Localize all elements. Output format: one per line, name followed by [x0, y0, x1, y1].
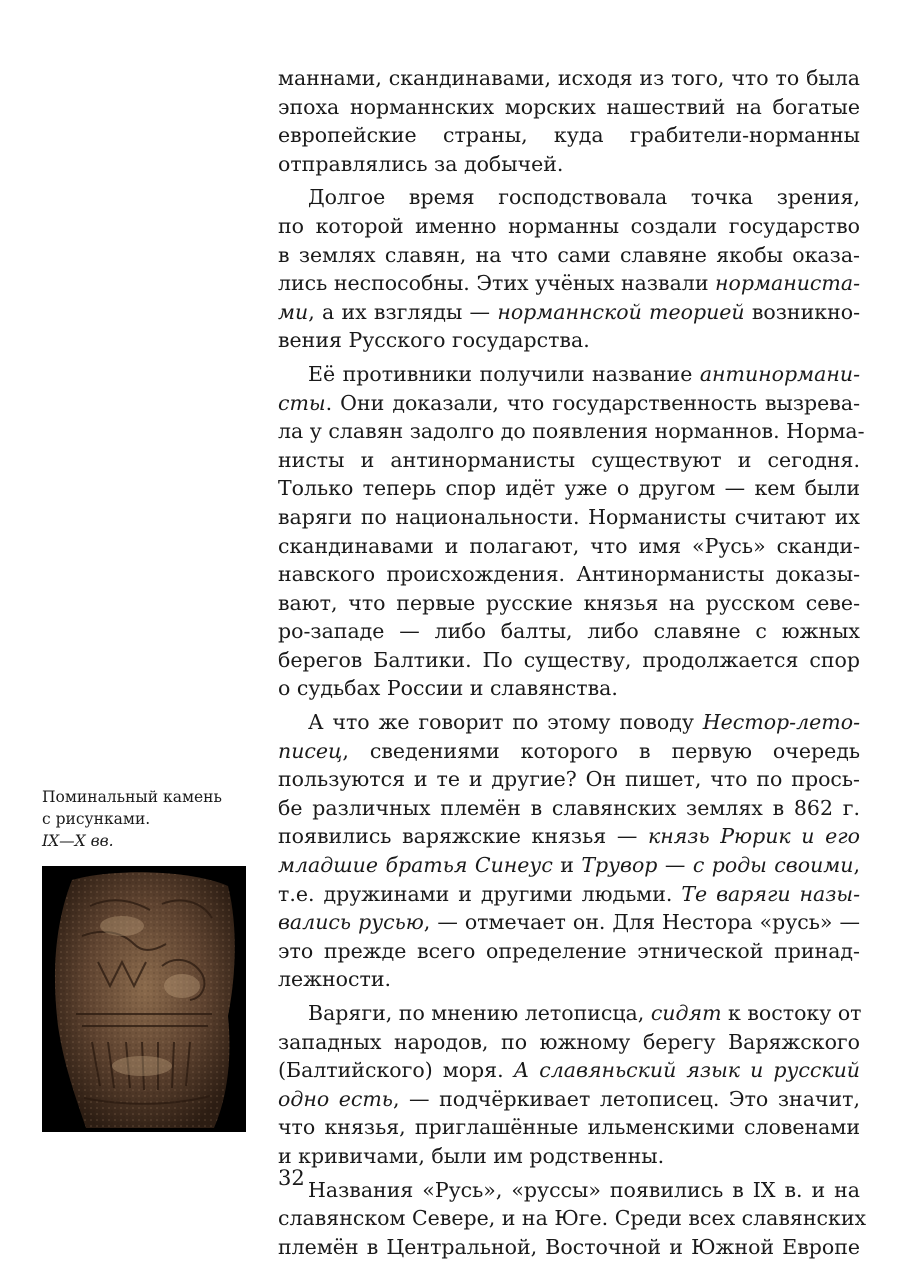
italic-term: антинормани-: [699, 361, 860, 386]
text-run: лись неспособны. Этих учёных назвали: [278, 271, 716, 296]
text-line: [278, 708, 860, 737]
paragraph: [278, 183, 860, 355]
text-line: скандинавами и полагают, что имя «Русь» сканди-: [278, 533, 860, 558]
text-line: Только теперь спор идёт уже о другом — кем были: [278, 476, 860, 501]
text-line: [278, 389, 860, 418]
text-line: [278, 880, 860, 909]
text-line: что князья, приглашённые ильменскими словенами: [278, 1115, 860, 1140]
text-run: к востоку от: [721, 1001, 862, 1025]
caption-line: Поминальный камень: [42, 788, 222, 806]
text-line: берегов Балтики. По существу, продолжается спор: [278, 647, 860, 672]
text-line: пользуются и те и другие? Он пишет, что по прось-: [278, 767, 860, 792]
text-line: по которой именно норманны создали государство: [278, 213, 860, 238]
text-line: славянском Севере, и на Юге. Среди всех славянских: [278, 1206, 867, 1231]
text-line: [278, 298, 860, 327]
text-line: [278, 822, 860, 851]
italic-quote: вались русью: [278, 910, 424, 935]
text-run: появились варяжские князья —: [278, 824, 648, 849]
text-line: [278, 737, 860, 766]
text-line: бе различных племён в славянских землях в 862 г.: [278, 795, 860, 820]
text-run: —: [657, 853, 693, 878]
text-line: Названия «Русь», «руссы» появились в IX в. и на: [308, 1177, 860, 1202]
text-line: [278, 269, 860, 298]
text-run: А что же говорит по этому поводу: [308, 710, 703, 735]
text-line: [278, 1056, 860, 1085]
figure-caption: [42, 786, 257, 852]
text-run: возникно-: [744, 299, 861, 324]
text-run: (Балтийского) моря.: [278, 1058, 514, 1083]
text-line: [278, 999, 860, 1028]
text-line: племён в Центральной, Восточной и Южной Европе: [278, 1234, 860, 1259]
page-number: 32: [278, 1166, 305, 1190]
text-line: нисты и антинорманисты существуют и сегодня.: [278, 447, 860, 472]
italic-term: ми: [278, 299, 309, 324]
text-run: , — подчёркивает летописец. Это значит,: [392, 1086, 860, 1111]
caption-date: IX—X вв.: [42, 832, 114, 850]
text-line: это прежде всего определение этнической принад-: [278, 938, 860, 963]
text-line: о судьбах России и славянства.: [278, 676, 618, 701]
text-line: западных народов, по южному берегу Варяжского: [278, 1029, 860, 1054]
italic-term: Нестор-лето-: [702, 710, 860, 735]
italic-term: норманнской теорией: [497, 299, 745, 324]
main-text-column: [278, 64, 867, 1261]
text-line: варяги по национальности. Норманисты считают их: [278, 504, 860, 529]
italic-term: норманиста-: [715, 271, 860, 296]
memorial-stone-photo: [42, 866, 246, 1132]
text-line: маннами, скандинавами, исходя из того, что то была: [278, 66, 860, 90]
italic-quote: Те варяги назы-: [681, 881, 861, 906]
text-run: , — отмечает он. Для Нестора «русь» —: [423, 910, 860, 935]
italic-quote: сидят: [650, 1001, 722, 1025]
text-line: [278, 360, 860, 389]
italic-quote: с роды своими: [692, 853, 854, 878]
text-run: Варяги, по мнению летописца,: [308, 1001, 651, 1025]
text-line: ро-западе — либо балты, либо славяне с южных: [278, 619, 860, 644]
text-line: ла у славян задолго до появления норманнов. Норма-: [278, 419, 865, 444]
paragraph: [278, 360, 865, 703]
text-run: т.е. дружинами и другими людьми.: [278, 881, 682, 906]
text-line: вают, что первые русские князья на русском севе-: [278, 590, 860, 615]
italic-quote: одно есть: [278, 1086, 393, 1111]
text-run: и: [552, 853, 582, 878]
paragraph: [278, 1176, 867, 1261]
text-line: и кривичами, были им родственны.: [278, 1143, 665, 1168]
text-run: Её противники получили название: [308, 361, 700, 386]
text-run: . Они доказали, что государственность вызрева-: [325, 390, 860, 415]
text-line: Долгое время господствовала точка зрения,: [308, 185, 860, 210]
italic-quote: А славяньский язык и русский: [513, 1058, 860, 1083]
italic-quote: князь Рюрик и его: [647, 824, 860, 849]
memorial-stone-illustration: [42, 866, 246, 1132]
text-line: отправлялись за добычей.: [278, 151, 564, 176]
paragraph: [278, 999, 860, 1171]
text-line: [278, 908, 860, 937]
italic-quote: младшие братья Синеус: [278, 853, 553, 878]
text-line: в землях славян, на что сами славяне якобы оказа-: [278, 242, 860, 267]
paragraph: [278, 64, 860, 178]
text-run: , а их взгляды —: [308, 299, 498, 324]
text-line: [278, 851, 860, 880]
italic-quote: Трувор: [581, 853, 658, 878]
text-line: навского происхождения. Антинорманисты доказы-: [278, 562, 860, 587]
caption-line: с рисунками.: [42, 810, 151, 828]
text-line: европейские страны, куда грабители-норманны: [278, 123, 860, 148]
italic-term: сты: [278, 390, 326, 415]
text-line: лежности.: [278, 967, 392, 992]
italic-term: писец: [278, 738, 343, 763]
text-run: ,: [853, 853, 860, 878]
text-line: вения Русского государства.: [278, 328, 590, 353]
text-run: , сведениями которого в первую очередь: [342, 738, 860, 763]
text-line: эпоха норманнских морских нашествий на богатые: [278, 94, 860, 119]
paragraph: [278, 708, 860, 994]
text-line: [278, 1085, 860, 1114]
